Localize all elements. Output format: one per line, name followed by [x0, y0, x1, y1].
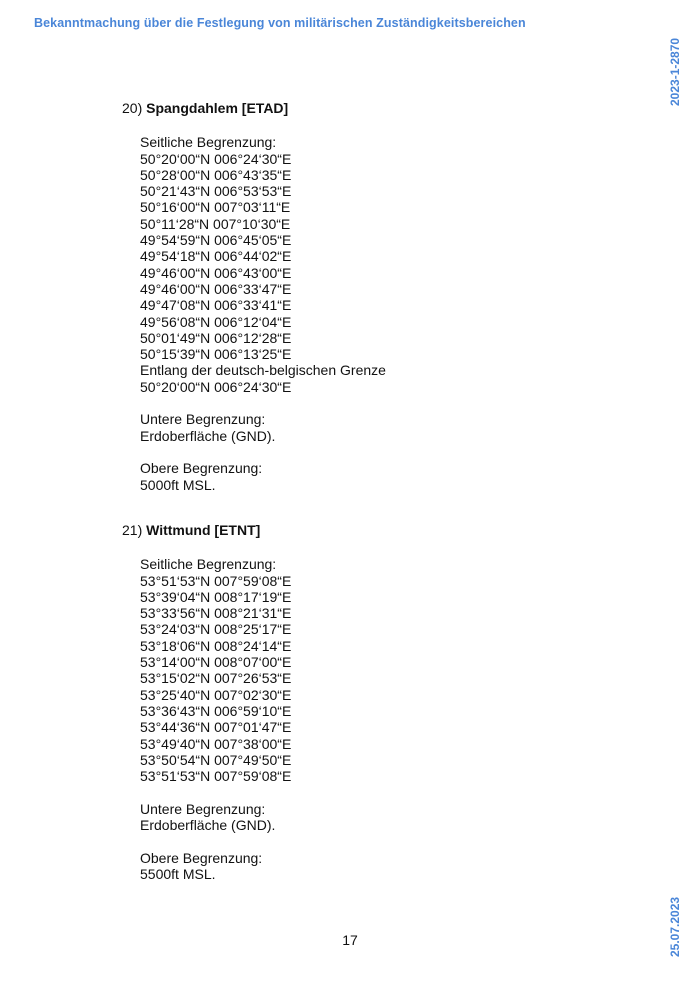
lower-boundary-value: Erdoberfläche (GND).	[140, 817, 276, 834]
upper-boundary-label: Obere Begrenzung:	[140, 849, 263, 866]
upper-boundary-value: 5000ft MSL.	[140, 476, 216, 493]
section-name: Spangdahlem [ETAD]	[146, 100, 289, 116]
upper-boundary-value: 5500ft MSL.	[140, 865, 216, 882]
coordinate-line: 50°28‘00“N 006°43‘35“E	[140, 166, 292, 183]
coordinate-line: 53°14‘00“N 008°07‘00“E	[140, 654, 292, 671]
coordinate-line: 53°15‘02“N 007°26‘53“E	[140, 670, 292, 687]
coordinate-line: 53°39‘04“N 008°17‘19“E	[140, 588, 292, 605]
upper-boundary-label: Obere Begrenzung:	[140, 460, 263, 477]
document-header-title: Bekanntmachung über die Festlegung von militärischen Zuständigkeitsbereichen	[34, 16, 526, 30]
coordinate-line: 50°01‘49“N 006°12‘28“E	[140, 329, 292, 346]
coordinate-line: 53°33‘56“N 008°21‘31“E	[140, 605, 292, 622]
section-body	[140, 134, 386, 493]
section-number: 20)	[122, 100, 143, 116]
coordinate-line: 49°46‘00“N 006°33‘47“E	[140, 280, 292, 297]
lower-boundary-value: Erdoberfläche (GND).	[140, 427, 276, 444]
coordinate-line: 53°50‘54“N 007°49‘50“E	[140, 751, 292, 768]
coordinate-line: 49°54‘18“N 006°44‘02“E	[140, 248, 292, 265]
coordinate-line: 50°15‘39“N 006°13‘25“E	[140, 346, 292, 363]
section-wittmund	[122, 522, 291, 882]
coordinate-line: 50°20‘00“N 006°24‘30“E	[140, 378, 292, 395]
document-date: 25.07.2023	[668, 896, 682, 957]
section-heading	[122, 522, 291, 538]
section-name: Wittmund [ETNT]	[146, 522, 261, 538]
section-heading	[122, 100, 386, 116]
coordinate-line: 53°44‘36“N 007°01‘47“E	[140, 719, 292, 736]
coordinate-line: 49°56‘08“N 006°12‘04“E	[140, 313, 292, 330]
lower-boundary-label: Untere Begrenzung:	[140, 800, 266, 817]
coordinate-line: 49°47‘08“N 006°33‘41“E	[140, 297, 292, 314]
lateral-boundary-list	[140, 573, 291, 785]
section-spangdahlem	[122, 100, 386, 493]
coordinate-line: 53°18‘06“N 008°24‘14“E	[140, 637, 292, 654]
coordinate-line: 53°25‘40“N 007°02‘30“E	[140, 686, 292, 703]
coordinate-line: 50°11‘28“N 007°10‘30“E	[140, 215, 291, 232]
coordinate-line: 53°51‘53“N 007°59‘08“E	[140, 768, 292, 785]
coordinate-line: 53°24‘03“N 008°25‘17“E	[140, 621, 292, 638]
coordinate-line: 53°49‘40“N 007°38‘00“E	[140, 735, 292, 752]
lower-boundary-label: Untere Begrenzung:	[140, 411, 266, 428]
coordinate-line: 50°21‘43“N 006°53‘53“E	[140, 183, 292, 200]
coordinate-line: 49°46‘00“N 006°43‘00“E	[140, 264, 292, 281]
coordinate-line: 53°51‘53“N 007°59‘08“E	[140, 572, 292, 589]
coordinate-line: 53°36‘43“N 006°59‘10“E	[140, 702, 292, 719]
coordinate-line: 50°20‘00“N 006°24‘30“E	[140, 150, 292, 167]
section-body	[140, 556, 291, 882]
lateral-boundary-label: Seitliche Begrenzung:	[140, 134, 277, 151]
border-note-line: Entlang der deutsch-belgischen Grenze	[140, 362, 386, 379]
lateral-boundary-label: Seitliche Begrenzung:	[140, 556, 277, 573]
lateral-boundary-list	[140, 151, 386, 395]
document-number: 2023-1-2870	[668, 37, 682, 106]
coordinate-line: 49°54‘59“N 006°45‘05“E	[140, 232, 292, 249]
page-number: 17	[342, 932, 358, 948]
coordinate-line: 50°16‘00“N 007°03‘11“E	[140, 199, 291, 216]
section-number: 21)	[122, 522, 143, 538]
